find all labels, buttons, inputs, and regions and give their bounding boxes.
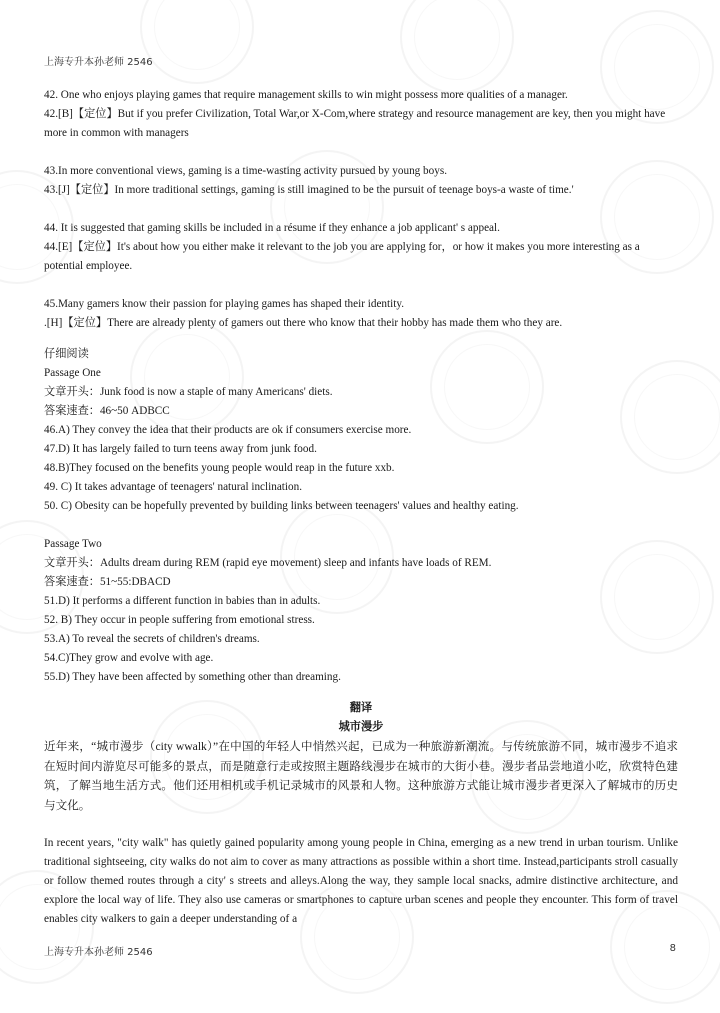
- passage-two-section: [44, 535, 678, 687]
- answer-item: 50. C) Obesity can be hopefully prevented by building links between teenagers' values and healthy eating.: [44, 500, 519, 512]
- matching-question: 45.Many gamers know their passion for playing games has shaped their identity.: [44, 298, 404, 310]
- page-content: [44, 86, 678, 929]
- matching-item-44: [44, 219, 678, 276]
- watermark-stamp: [400, 0, 514, 94]
- answer-item: 52. B) They occur in people suffering from emotional stress.: [44, 614, 315, 626]
- translation-english-text: In recent years, "city walk" has quietly gained popularity among young people in China, emerging as a new trend in urban tourism. Unlike traditional sightseeing, city walks do not aim to cover as many attractions as possible within a short time. Instead,participants stroll casually or follow themed routes through a city' s streets and alleys.Along the way, they sample local snacks, admire distinctive architecture, and explore the local way of life. They also use cameras or smartphones to capture urban scenes and people they encounter. This form of travel enables city walkers to gain a deeper understanding of a: [44, 837, 678, 925]
- careful-reading-section: [44, 345, 678, 516]
- passage-opening: 文章开头：Junk food is now a staple of many Americans' diets.: [44, 386, 333, 398]
- answer-item: 55.D) They have been affected by something other than dreaming.: [44, 671, 341, 683]
- matching-item-43: [44, 162, 678, 200]
- matching-item-45: [44, 295, 678, 333]
- translation-heading: 翻译: [349, 702, 373, 714]
- page-header: 上海专升本孙老师 2546: [44, 57, 153, 68]
- translation-chinese-text: 近年来，“城市漫步（city wwalk）”在中国的年轻人中悄然兴起，已成为一种旅游新潮流。与传统旅游不同，城市漫步不追求在短时间内游览尽可能多的景点，而是随意行走或按照主题路线漫步在城市的大街小巷。漫步者品尝地道小吃，欣赏特色建筑，了解当地生活方式。他们还用相机或手机记录城市的风景和人物。这种旅游方式能让城市漫步者更深入了解城市的历史与文化。: [44, 740, 678, 812]
- matching-question: 43.In more conventional views, gaming is a time-wasting activity pursued by young boys.: [44, 165, 447, 177]
- answer-item: 54.C)They grow and evolve with age.: [44, 652, 214, 664]
- answer-quick-ref: 答案速查：46~50 ADBCC: [44, 405, 170, 417]
- matching-question: 44. It is suggested that gaming skills be included in a résume if they enhance a job applicant' s appeal.: [44, 222, 500, 234]
- translation-subtitle: 城市漫步: [338, 721, 384, 733]
- answer-item: 49. C) It takes advantage of teenagers' natural inclination.: [44, 481, 302, 493]
- passage-title: Passage One: [44, 367, 101, 379]
- answer-item: 48.B)They focused on the benefits young people would reap in the future xxb.: [44, 462, 395, 474]
- page-footer: 上海专升本孙老师 2546: [44, 947, 153, 958]
- translation-section: [44, 699, 678, 929]
- passage-opening: 文章开头：Adults dream during REM (rapid eye movement) sleep and infants have loads of REM.: [44, 557, 492, 569]
- page-number: 8: [669, 943, 676, 954]
- matching-question: 42. One who enjoys playing games that require management skills to win might possess more qualities of a manager.: [44, 89, 568, 101]
- answer-quick-ref: 答案速查：51~55:DBACD: [44, 576, 171, 588]
- watermark-stamp: [140, 0, 254, 84]
- answer-item: 47.D) It has largely failed to turn teens away from junk food.: [44, 443, 317, 455]
- matching-answer: 43.[J]【定位】In more traditional settings, gaming is still imagined to be the pursuit of teenage boys-a waste of time.': [44, 184, 574, 196]
- answer-item: 51.D) It performs a different function in babies than in adults.: [44, 595, 321, 607]
- answer-item: 46.A) They convey the idea that their products are ok if consumers exercise more.: [44, 424, 412, 436]
- answer-item: 53.A) To reveal the secrets of children's dreams.: [44, 633, 260, 645]
- section-heading: 仔细阅读: [44, 348, 89, 360]
- matching-item-42: [44, 86, 678, 143]
- matching-answer: 42.[B]【定位】But if you prefer Civilization, Total War,or X-Com,where strategy and resource management are key, then you might have more in common with managers: [44, 108, 666, 139]
- matching-answer: .[H]【定位】There are already plenty of gamers out there who know that their hobby has made them who they are.: [44, 317, 563, 329]
- passage-title: Passage Two: [44, 538, 102, 550]
- matching-answer: 44.[E]【定位】It's about how you either make it relevant to the job you are applying for，or how it makes you more interesting as a potential employee.: [44, 241, 640, 272]
